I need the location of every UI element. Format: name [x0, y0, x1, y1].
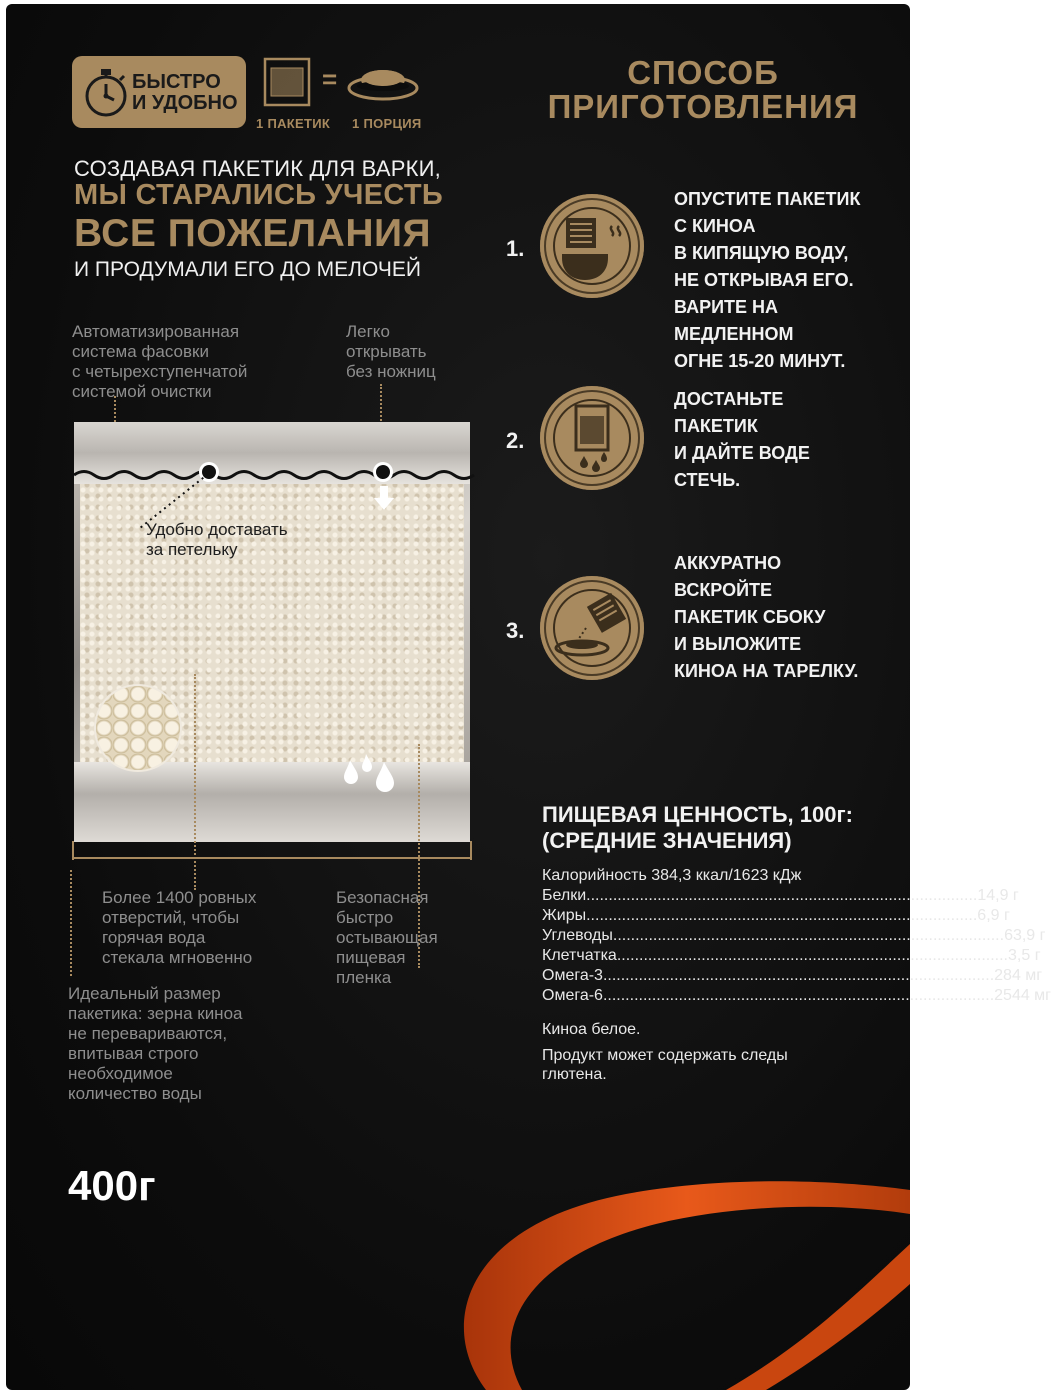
step-2-circle: [540, 386, 644, 490]
nutrition-row: Углеводы ........................................................................................ 63,9 г: [542, 927, 1046, 944]
nutrition-row-value: 2544 мг: [994, 987, 1051, 1004]
arrow-down-icon: [372, 486, 396, 512]
nutrition-row: Клетчатка ........................................................................................ 3,5 г: [542, 947, 1041, 964]
intro-line-3: ВСЕ ПОЖЕЛАНИЯ: [74, 212, 432, 255]
nutrition-row-name: Клетчатка: [542, 947, 617, 964]
step-1-circle: [540, 194, 644, 298]
easy-open-marker: [376, 465, 390, 479]
pot-boiling-icon: [552, 206, 632, 286]
intro-line-4: И ПРОДУМАЛИ ЕГО ДО МЕЛОЧЕЙ: [74, 258, 421, 281]
net-weight-value: 400г: [68, 1162, 156, 1209]
nutrition-title: ПИЩЕВАЯ ЦЕННОСТЬ, 100г: (СРЕДНИЕ ЗНАЧЕНИЯ): [542, 802, 853, 853]
step-2-text: ДОСТАНЬТЕ ПАКЕТИК И ДАЙТЕ ВОДЕ СТЕЧЬ.: [674, 389, 810, 490]
step-3-circle: [540, 576, 644, 680]
intro-line-2: МЫ СТАРАЛИСЬ УЧЕСТЬ: [74, 179, 444, 211]
nutrition-row-name: Жиры: [542, 907, 587, 924]
product-name: Киноа белое.: [542, 1021, 641, 1038]
water-drops-icon: [338, 752, 400, 798]
quinoa-zoom-circle: [96, 686, 180, 770]
fast-easy-badge: [72, 56, 246, 128]
note-film: Безопасная быстро остывающая пищевая пленка: [336, 888, 438, 987]
packet-icon: [262, 56, 312, 108]
step-3-number: 3.: [506, 618, 525, 643]
note-auto-packing: Автоматизированная система фасовки с четырехступенчатой системой очистки: [72, 322, 248, 401]
portion-plate-icon: [346, 62, 420, 102]
nutrition-row-name: Углеводы: [542, 927, 613, 944]
badge-text: БЫСТРО И УДОБНО: [132, 71, 238, 114]
nutrition-row-value: 284 мг: [994, 967, 1043, 984]
step-2-number: 2.: [506, 428, 525, 453]
nutrition-row: Жиры ........................................................................................ 6,9 г: [542, 907, 1010, 924]
step-1-number: 1.: [506, 236, 525, 261]
bag-bottom-seal: [74, 762, 470, 842]
leader-line-holes: [194, 674, 196, 890]
method-title: СПОСОБ ПРИГОТОВЛЕНИЯ: [547, 54, 859, 125]
nutrition-row-name: Омега-6: [542, 987, 603, 1004]
step-1-text: ОПУСТИТЕ ПАКЕТИК С КИНОА В КИПЯЩУЮ ВОДУ, НЕ ОТКРЫВАЯ ЕГО. ВАРИТЕ НА МЕДЛЕННОМ ОГНЕ 15-20 МИНУТ.: [674, 189, 861, 371]
nutrition-row: Омега-6 ........................................................................................ 2544 мг: [542, 987, 1051, 1004]
intro-line-1: СОЗДАВАЯ ПАКЕТИК ДЛЯ ВАРКИ,: [74, 156, 441, 181]
pour-plate-icon: [552, 588, 632, 668]
bag-width-bracket: [70, 838, 474, 862]
step-3-text: АККУРАТНО ВСКРОЙТЕ ПАКЕТИК СБОКУ И ВЫЛОЖИТЕ КИНОА НА ТАРЕЛКУ.: [674, 553, 859, 681]
nutrition-row-name: Омега-3: [542, 967, 603, 984]
allergen-warning: Продукт может содержать следы глютена.: [542, 1047, 788, 1083]
stopwatch-icon: [82, 66, 130, 118]
packet-label: 1 ПАКЕТИК: [256, 116, 331, 131]
note-easy-open: Легко открывать без ножниц: [346, 322, 436, 381]
note-size: Идеальный размер пакетика: зерна киноа не перевариваются, впитывая строго необходимое количество воды: [68, 984, 243, 1103]
nutrition-row: Белки ........................................................................................ 14,9 г: [542, 887, 1019, 904]
note-holes: Более 1400 ровных отверстий, чтобы горячая вода стекала мгновенно: [102, 888, 257, 967]
note-pull-tab: Удобно доставать за петельку: [146, 520, 288, 559]
nutrition-row-value: 63,9 г: [1004, 927, 1046, 944]
tear-line: [74, 466, 470, 484]
quinoa-bag-image: [74, 422, 470, 842]
portion-label: 1 ПОРЦИЯ: [352, 116, 422, 131]
nutrition-calories: Калорийность 384,3 ккал/1623 кДж: [542, 867, 802, 884]
packet-drain-icon: [552, 398, 632, 478]
package-back-panel: [6, 4, 1051, 1390]
leader-line-size: [70, 870, 72, 976]
nutrition-row-value: 3,5 г: [1008, 947, 1041, 964]
nutrition-row-value: 14,9 г: [977, 887, 1019, 904]
nutrition-row-value: 6,9 г: [977, 907, 1010, 924]
nutrition-row: Омега-3 ........................................................................................ 284 мг: [542, 967, 1043, 984]
net-weight: [68, 1162, 156, 1210]
orange-swoosh-decoration: [426, 1154, 910, 1390]
equals-sign: =: [322, 64, 338, 94]
nutrition-row-name: Белки: [542, 887, 587, 904]
